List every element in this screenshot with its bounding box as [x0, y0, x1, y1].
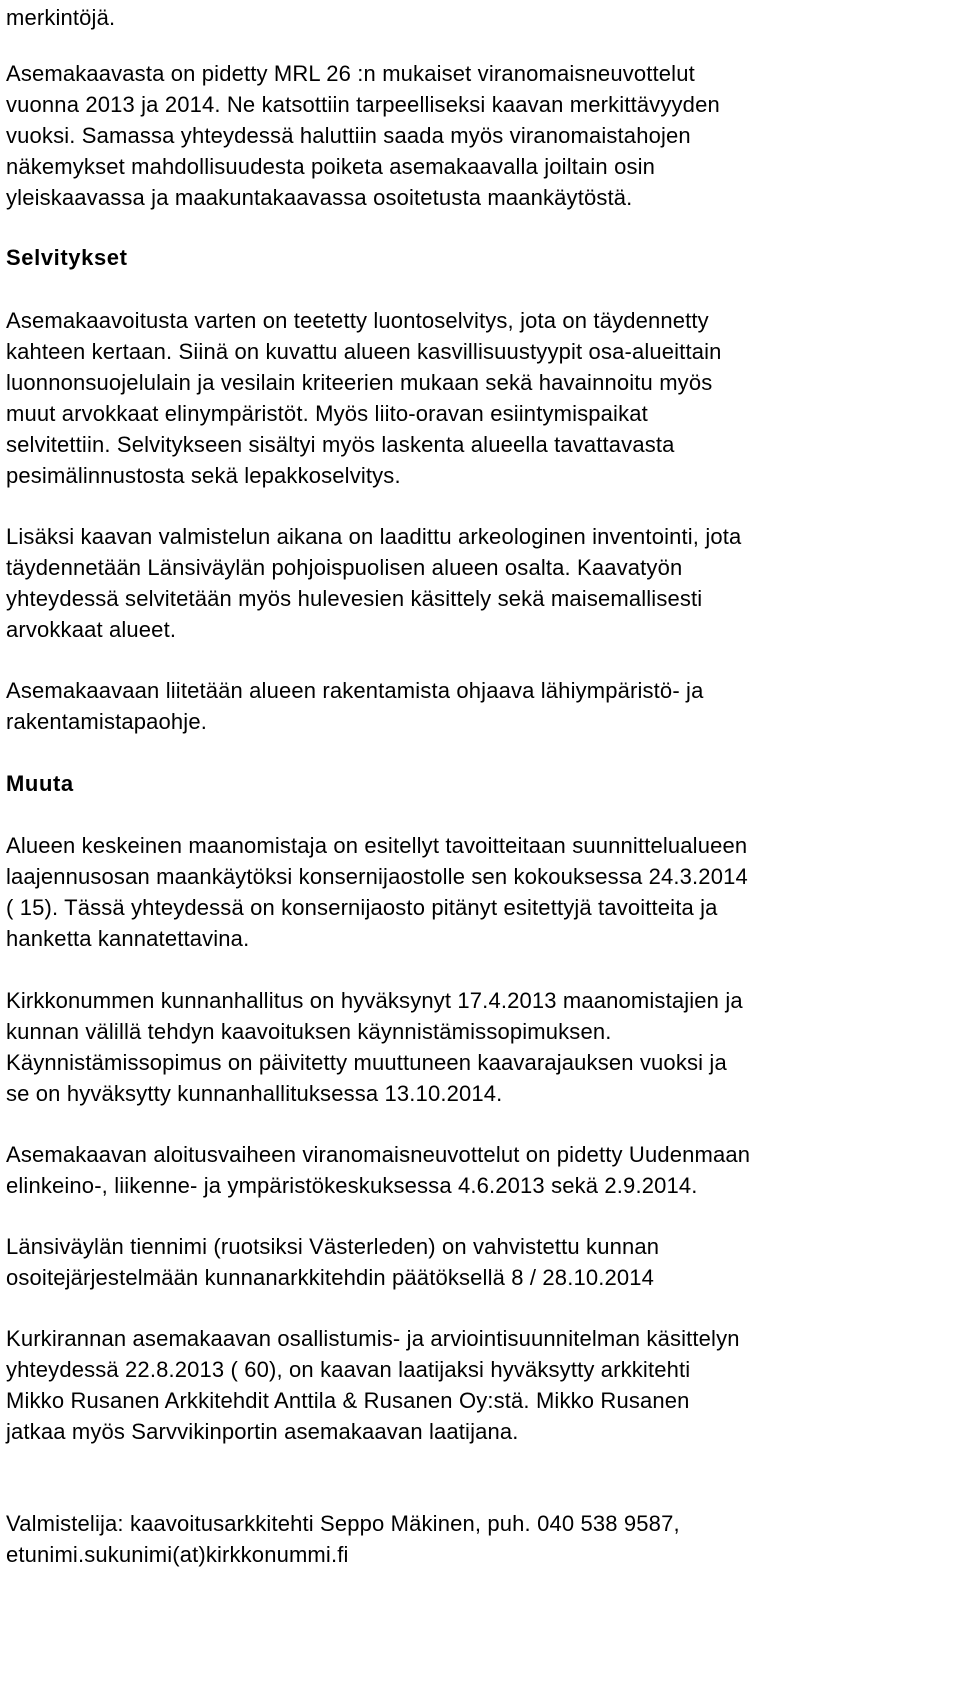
heading-selvitykset: Selvitykset: [6, 245, 128, 270]
heading-muuta: Muuta: [6, 771, 74, 796]
paragraph-archaeology: Lisäksi kaavan valmistelun aikana on laadittu arkeologinen inventointi, jota täydennetään Länsiväylän pohjoispuolisen alueen osalta. Kaavatyön yhteydessä selvitetään myös hulevesien käsittely sekä maisemallisesti arvokkaat alueet.: [6, 524, 742, 642]
paragraph-authority-negotiations: Asemakaavan aloitusvaiheen viranomaisneuvottelut on pidetty Uudenmaan elinkeino-, liikenne- ja ympäristökeskuksessa 4.6.2013 sekä 2.9.2014.: [6, 1142, 751, 1198]
paragraph-negotiations: Asemakaavasta on pidetty MRL 26 :n mukaiset viranomaisneuvottelut vuonna 2013 ja 2014. Ne katsottiin tarpeelliseksi kaavan merkittävyyden vuoksi. Samassa yhteydessä haluttiin saada myös viranomaistahojen näkemykset mahdollisuudesta poiketa asemakaavalla joiltain osin yleiskaavassa ja maakuntakaavassa osoitetusta maankäytöstä.: [6, 61, 720, 210]
paragraph-building-guide: Asemakaavaan liitetään alueen rakentamista ohjaava lähiympäristö- ja rakentamistapaohje.: [6, 678, 704, 734]
paragraph-road-name: Länsiväylän tiennimi (ruotsiksi Västerleden) on vahvistettu kunnan osoitejärjestelmään kunnanarkkitehdin päätöksellä 8 / 28.10.2014: [6, 1234, 660, 1290]
paragraph-preparer: Valmistelija: kaavoitusarkkitehti Seppo Mäkinen, puh. 040 538 9587, etunimi.sukunimi(at)kirkkonummi.fi: [6, 1511, 680, 1567]
paragraph-architect: Kurkirannan asemakaavan osallistumis- ja arviointisuunnitelman käsittelyn yhteydessä 22.8.2013 ( 60), on kaavan laatijaksi hyväksytty arkkitehti Mikko Rusanen Arkkitehdit Anttila & Rusanen Oy:stä. Mikko Rusanen jatkaa myös Sarvvikinportin asemakaavan laatijana.: [6, 1326, 740, 1444]
paragraph-landowner: Alueen keskeinen maanomistaja on esitellyt tavoitteitaan suunnittelualueen laajennusosan maankäytöksi konsernijaostolle sen kokouksessa 24.3.2014 ( 15). Tässä yhteydessä on konsernijaosto pitänyt esitettyjä tavoitteita ja hanketta kannatettavina.: [6, 833, 748, 951]
paragraph-surveys: Asemakaavoitusta varten on teetetty luontoselvitys, jota on täydennetty kahteen kertaan. Siinä on kuvattu alueen kasvillisuustyypit osa-alueittain luonnonsuojelulain ja vesilain kriteerien mukaan sekä havainnoitu myös muut arvokkaat elinympäristöt. Myös liito-oravan esiintymispaikat selvitettiin. Selvitykseen sisältyi myös laskenta alueella tavattavasta pesimälinnustosta sekä lepakkoselvitys.: [6, 308, 722, 488]
paragraph-intro: merkintöjä.: [6, 5, 116, 30]
paragraph-agreement: Kirkkonummen kunnanhallitus on hyväksynyt 17.4.2013 maanomistajien ja kunnan välillä tehdyn kaavoituksen käynnistämissopimuksen. Käynnistämissopimus on päivitetty muuttuneen kaavarajauksen vuoksi ja se on hyväksytty kunnanhallituksessa 13.10.2014.: [6, 988, 743, 1106]
